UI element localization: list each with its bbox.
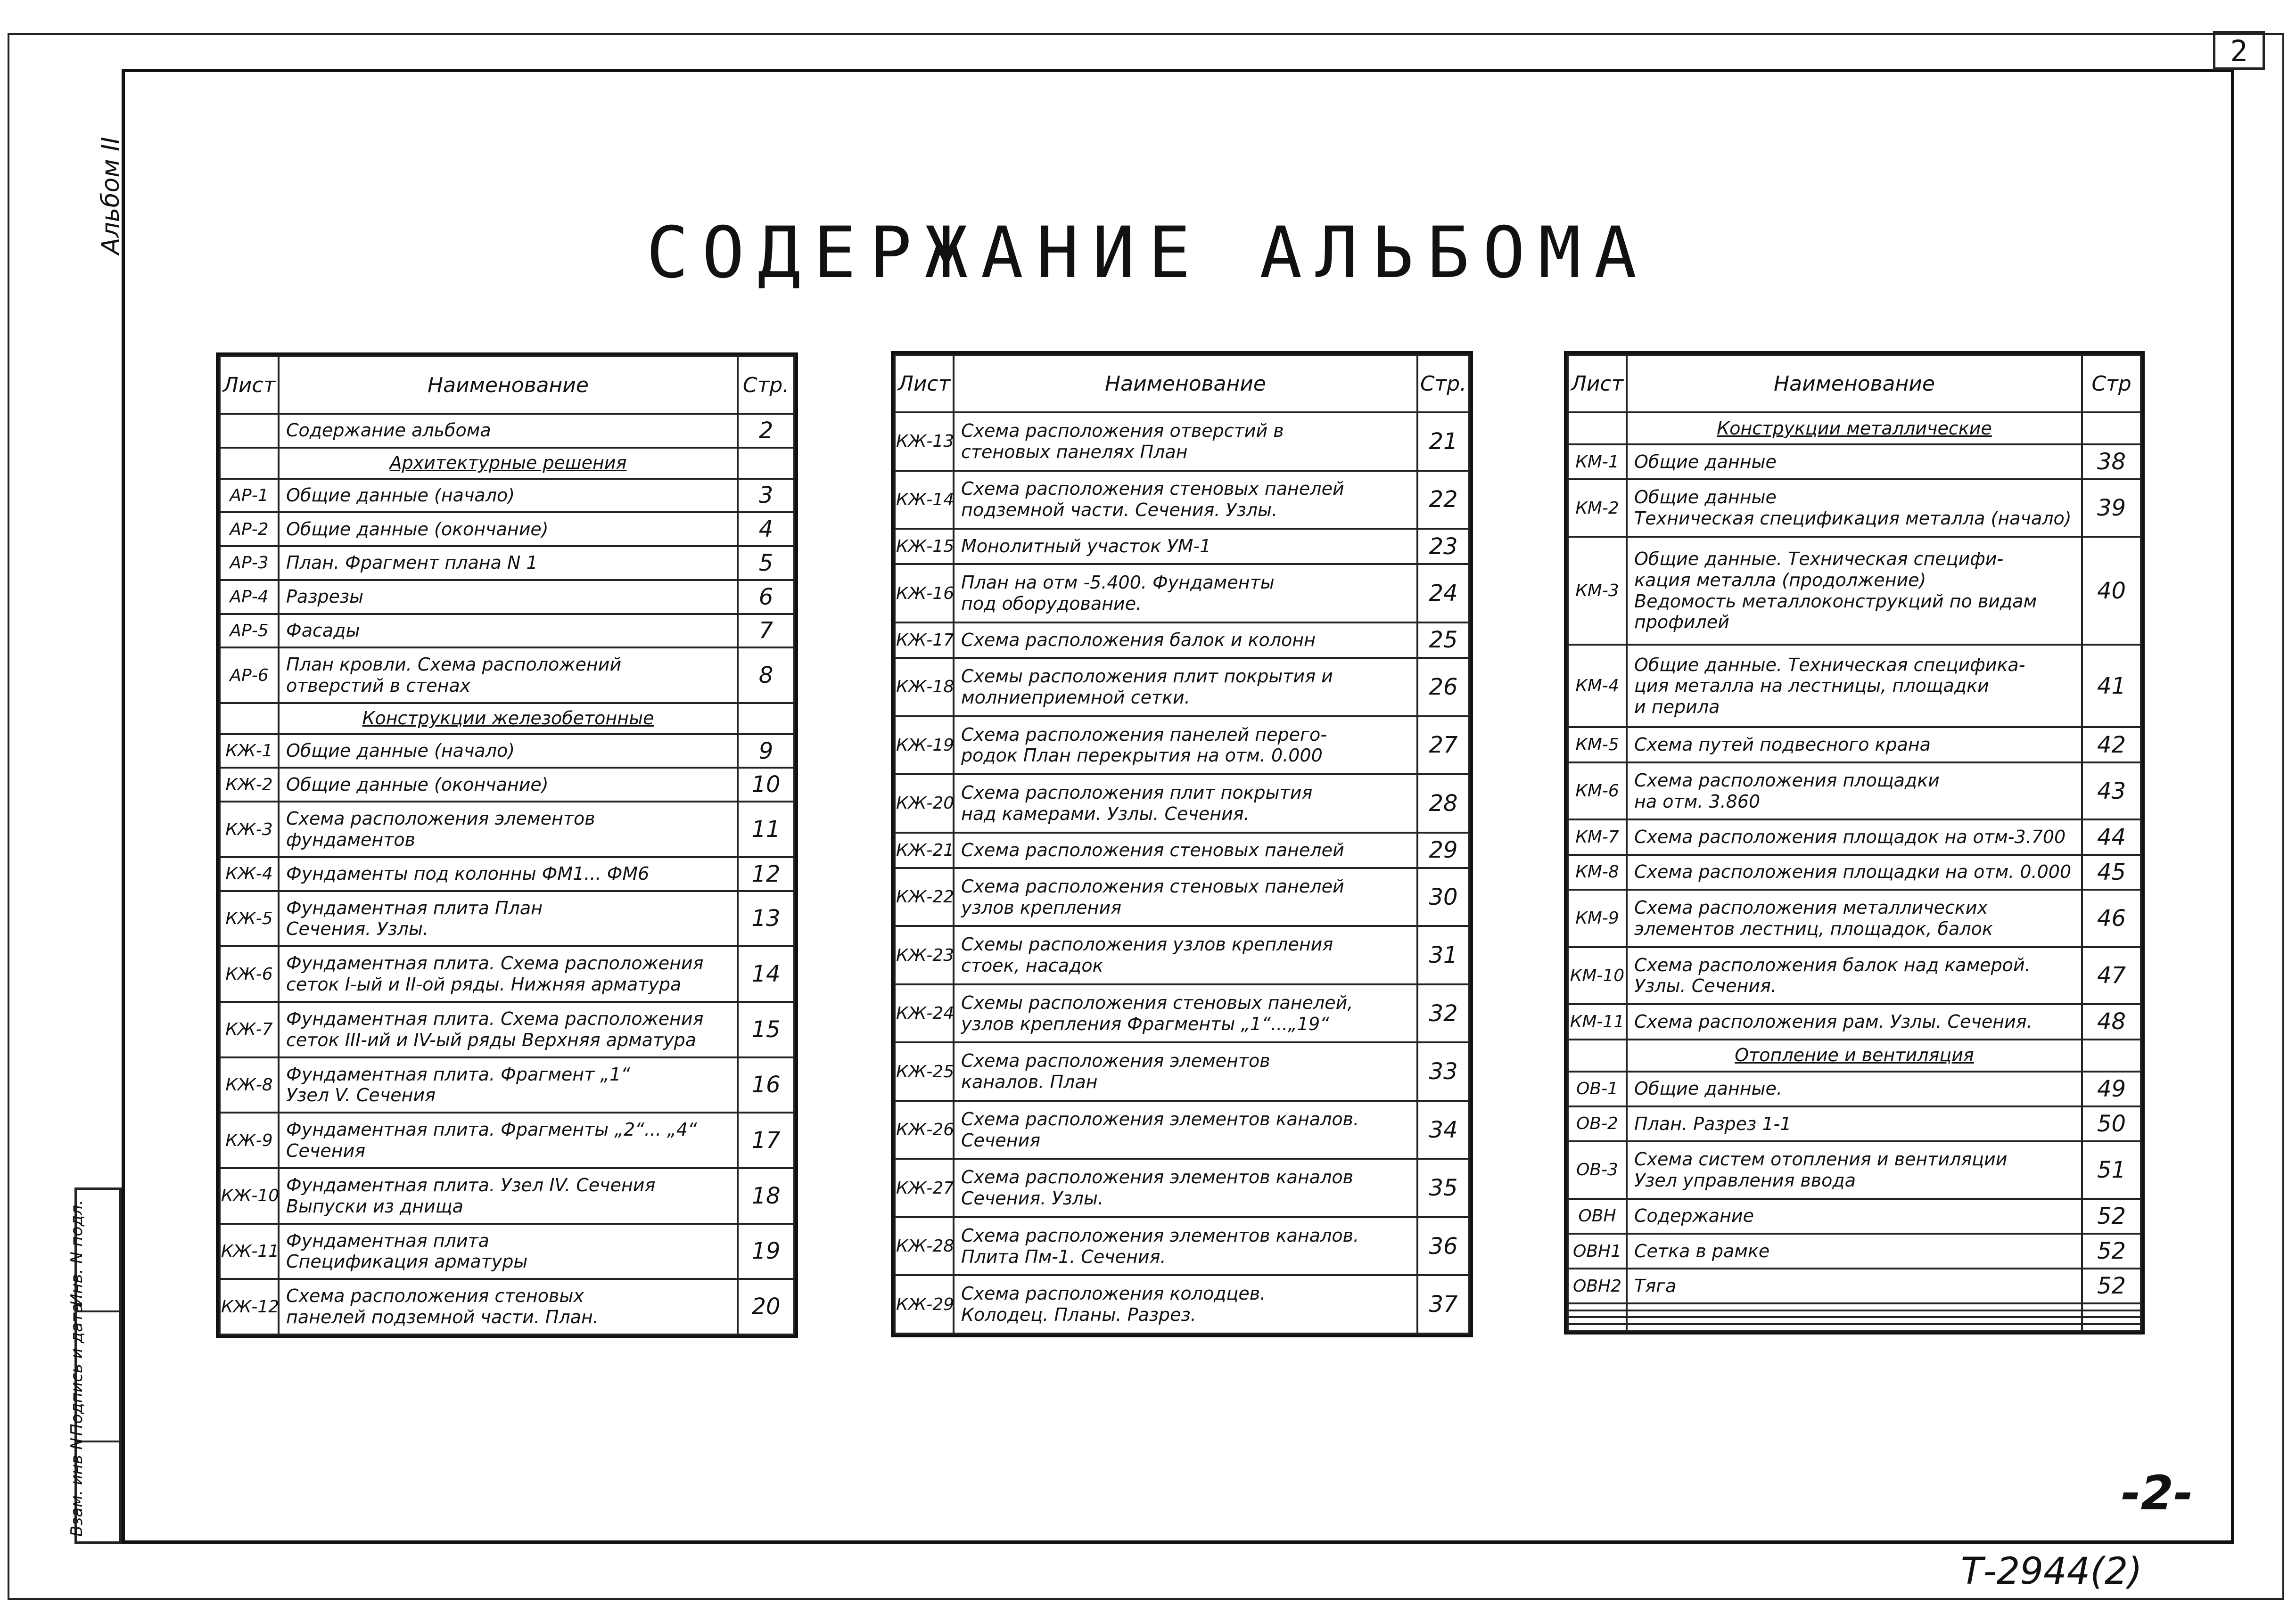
page-number: 5 [738, 546, 794, 580]
page-number: 18 [738, 1168, 794, 1224]
table-row [895, 833, 1469, 868]
item-name: План на отм -5.400. Фундаменты под оборудование. [954, 564, 1417, 622]
item-name: Схема расположения элементов каналов Сечения. Узлы. [954, 1159, 1417, 1217]
sheet-code: КЖ-13 [895, 412, 954, 471]
page-number: 38 [2082, 444, 2141, 479]
table-row [220, 857, 794, 891]
item-name: Фундаментная плита. Фрагмент „1“ Узел V. Сечения [279, 1057, 738, 1113]
table-row [220, 1224, 794, 1279]
page-number: 46 [2082, 890, 2141, 947]
item-name: Схема расположения балок над камерой. Узлы. Сечения. [1627, 947, 2082, 1005]
item-name: Схема расположения стеновых панелей подземной части. Сечения. Узлы. [954, 471, 1417, 529]
sheet-code [1568, 1303, 1627, 1310]
sheet-code: КЖ-27 [895, 1159, 954, 1217]
page-number [2082, 412, 2141, 444]
item-name: Схемы расположения плит покрытия и молниеприемной сетки. [954, 658, 1417, 716]
sheet-code: КЖ-28 [895, 1217, 954, 1276]
toc-table-right [1564, 351, 2145, 1335]
item-name: План кровли. Схема расположений отверстий в стенах [279, 647, 738, 703]
table-row [1568, 855, 2141, 890]
item-name: Фундаментная плита План Сечения. Узлы. [279, 891, 738, 947]
sheet-code: КМ-11 [1568, 1004, 1627, 1039]
page-number: 47 [2082, 947, 2141, 1005]
page-number: 50 [2082, 1106, 2141, 1141]
item-name: Схема расположения рам. Узлы. Сечения. [1627, 1004, 2082, 1039]
sheet-code [1568, 1324, 1627, 1331]
sheet-code [1568, 412, 1627, 444]
item-name: Схема расположения панелей перего- родок План перекрытия на отм. 0.000 [954, 716, 1417, 775]
table-row [220, 1113, 794, 1168]
sheet-code: КЖ-5 [220, 891, 279, 947]
table-row [1568, 1324, 2141, 1331]
item-name: Схема расположения площадки на отм. 3.860 [1627, 762, 2082, 820]
sheet-code [1568, 1317, 1627, 1324]
sheet-code: ОВН2 [1568, 1269, 1627, 1303]
page-number [2082, 1317, 2141, 1324]
item-name: Общие данные. Техническая специфи- кация металла (продолжение) Ведомость металлоконструкций по видам профилей [1627, 537, 2082, 645]
sheet-code: ОВН1 [1568, 1234, 1627, 1269]
sheet-code: КМ-5 [1568, 727, 1627, 762]
page-number: 39 [2082, 479, 2141, 537]
page-number: 51 [2082, 1141, 2141, 1199]
table-row [1568, 727, 2141, 762]
sheet-code: КЖ-21 [895, 833, 954, 868]
col-header-name: Наименование [279, 356, 738, 414]
item-name: Схема расположения плит покрытия над камерами. Узлы. Сечения. [954, 774, 1417, 833]
table-row [1568, 1199, 2141, 1234]
table-row [220, 768, 794, 802]
table-row [895, 716, 1469, 775]
item-name: Фасады [279, 614, 738, 648]
col-header-sheet: Лист [1568, 355, 1627, 412]
table-row [895, 471, 1469, 529]
table-row [895, 564, 1469, 622]
item-name: Содержание [1627, 1199, 2082, 1234]
page-number: 19 [738, 1224, 794, 1279]
table-row [895, 774, 1469, 833]
table-row [1568, 819, 2141, 854]
sheet-code: АР-3 [220, 546, 279, 580]
sheet-code: КЖ-3 [220, 802, 279, 857]
table-row [220, 802, 794, 857]
item-name: Общие данные Техническая спецификация металла (начало) [1627, 479, 2082, 537]
sheet-code: КЖ-26 [895, 1101, 954, 1159]
item-name: Схема систем отопления и вентиляции Узел управления ввода [1627, 1141, 2082, 1199]
stamp-cell-sign [67, 1303, 119, 1441]
item-name: Схема расположения площадки на отм. 0.000 [1627, 855, 2082, 890]
item-name: Схемы расположения узлов крепления стоек, насадок [954, 926, 1417, 984]
page-number: 30 [1417, 868, 1469, 926]
table-row [220, 1168, 794, 1224]
table-row [1568, 1310, 2141, 1317]
item-name: План. Разрез 1-1 [1627, 1106, 2082, 1141]
sheet-code: КМ-1 [1568, 444, 1627, 479]
sheet-code: КЖ-10 [220, 1168, 279, 1224]
sheet-code: КЖ-2 [220, 768, 279, 802]
page-number: 52 [2082, 1269, 2141, 1303]
page-number: 40 [2082, 537, 2141, 645]
toc-table-left [216, 352, 798, 1338]
item-name: Схемы расположения стеновых панелей, узлов крепления Фрагменты „1“...„19“ [954, 984, 1417, 1043]
table-row [1568, 1141, 2141, 1199]
page-number: 29 [1417, 833, 1469, 868]
page-number: 12 [738, 857, 794, 891]
table-row [220, 891, 794, 947]
page-number [2082, 1324, 2141, 1331]
sheet-code: КЖ-11 [220, 1224, 279, 1279]
sheet-number: 2 [2213, 31, 2265, 70]
page-number: 2 [738, 414, 794, 448]
page-title: СОДЕРЖАНИЕ АЛЬБОМА [646, 212, 1650, 294]
stamp-label: Взам. инв N [67, 1437, 86, 1537]
table-row [895, 984, 1469, 1043]
page-number: 22 [1417, 471, 1469, 529]
table-row [220, 946, 794, 1002]
sheet-code: КМ-9 [1568, 890, 1627, 947]
col-header-name: Наименование [1627, 355, 2082, 412]
page-number: 44 [2082, 819, 2141, 854]
sheet-code: КМ-4 [1568, 645, 1627, 727]
table-row [1568, 412, 2141, 444]
page-number: 28 [1417, 774, 1469, 833]
item-name [1627, 1324, 2082, 1331]
item-name: Схема расположения колодцев. Колодец. Планы. Разрез. [954, 1275, 1417, 1334]
page-number: 37 [1417, 1275, 1469, 1334]
table-row [220, 512, 794, 546]
sheet-code: КМ-8 [1568, 855, 1627, 890]
item-name: Общие данные. [1627, 1072, 2082, 1106]
item-name: Общие данные (окончание) [279, 512, 738, 546]
stamp-cell-replace [67, 1437, 119, 1541]
document-code: Т-2944(2) [1961, 1550, 2142, 1593]
page-number: 42 [2082, 727, 2141, 762]
sheet-code [220, 703, 279, 734]
page-number [2082, 1303, 2141, 1310]
sheet-code: КЖ-1 [220, 734, 279, 768]
table-row [220, 546, 794, 580]
page-number: 20 [738, 1279, 794, 1335]
page-number: 36 [1417, 1217, 1469, 1276]
table-row [220, 1279, 794, 1335]
table-row [1568, 1040, 2141, 1072]
table-row [220, 448, 794, 479]
item-name: Монолитный участок УМ-1 [954, 529, 1417, 564]
stamp-label: Инв. N подл. [67, 1200, 86, 1306]
page-number: 43 [2082, 762, 2141, 820]
sheet-code: КЖ-7 [220, 1002, 279, 1057]
item-name: Общие данные (начало) [279, 479, 738, 513]
sheet-code: КЖ-8 [220, 1057, 279, 1113]
page-number: 24 [1417, 564, 1469, 622]
sheet-code: КЖ-12 [220, 1279, 279, 1335]
sheet-code [220, 414, 279, 448]
table-row [1568, 537, 2141, 645]
table-row [220, 1002, 794, 1057]
page-number: 33 [1417, 1042, 1469, 1101]
page-number: 23 [1417, 529, 1469, 564]
col-header-name: Наименование [954, 355, 1417, 412]
table-row [895, 529, 1469, 564]
page-number [2082, 1040, 2141, 1072]
sheet-code: КЖ-18 [895, 658, 954, 716]
table-row [895, 412, 1469, 471]
page-number: 13 [738, 891, 794, 947]
page-mark: -2- [2121, 1466, 2193, 1521]
table-row [1568, 947, 2141, 1005]
item-name [1627, 1317, 2082, 1324]
item-name: Схема расположения балок и колонн [954, 622, 1417, 658]
sheet-code: КМ-10 [1568, 947, 1627, 1005]
sheet-code [1568, 1040, 1627, 1072]
page-number: 6 [738, 580, 794, 614]
table-row [895, 1101, 1469, 1159]
item-name: Общие данные (начало) [279, 734, 738, 768]
item-name: Схема расположения стеновых панелей подземной части. План. [279, 1279, 738, 1335]
table-row [1568, 479, 2141, 537]
item-name: Схема расположения металлических элементов лестниц, площадок, балок [1627, 890, 2082, 947]
sheet-code: КЖ-25 [895, 1042, 954, 1101]
table-row [1568, 1106, 2141, 1141]
item-name: Схема расположения отверстий в стеновых панелях План [954, 412, 1417, 471]
sheet-code: ОВ-2 [1568, 1106, 1627, 1141]
sheet-code: КМ-6 [1568, 762, 1627, 820]
stamp-cell-inv [67, 1190, 119, 1310]
sheet-code: АР-1 [220, 479, 279, 513]
page-number: 11 [738, 802, 794, 857]
table-row [1568, 890, 2141, 947]
album-label: Альбом II [97, 137, 125, 254]
sheet-code: КЖ-16 [895, 564, 954, 622]
item-name: Конструкции железобетонные [279, 703, 738, 734]
item-name: Фундаментная плита. Схема расположения сеток I-ый и II-ой ряды. Нижняя арматура [279, 946, 738, 1002]
sheet-code: КЖ-19 [895, 716, 954, 775]
table-row [220, 703, 794, 734]
sheet-code: АР-4 [220, 580, 279, 614]
table-row [895, 926, 1469, 984]
sheet-code: КЖ-9 [220, 1113, 279, 1168]
page-number: 45 [2082, 855, 2141, 890]
stamp-label: Подпись и дата [67, 1303, 86, 1436]
sheet-code: АР-5 [220, 614, 279, 648]
table-row [895, 658, 1469, 716]
table-row [220, 734, 794, 768]
page-number: 32 [1417, 984, 1469, 1043]
table-row [895, 1275, 1469, 1334]
toc-table-middle [891, 351, 1473, 1337]
item-name: Отопление и вентиляция [1627, 1040, 2082, 1072]
item-name: Фундаментная плита Спецификация арматуры [279, 1224, 738, 1279]
page-number: 26 [1417, 658, 1469, 716]
item-name: Схема расположения элементов каналов. Плита Пм-1. Сечения. [954, 1217, 1417, 1276]
table-row [220, 414, 794, 448]
item-name: Фундаментная плита. Узел IV. Сечения Выпуски из днища [279, 1168, 738, 1224]
sheet-code: АР-2 [220, 512, 279, 546]
page-number: 25 [1417, 622, 1469, 658]
page-number: 10 [738, 768, 794, 802]
page-number: 52 [2082, 1234, 2141, 1269]
sheet-code: КЖ-20 [895, 774, 954, 833]
item-name: Схема расположения элементов каналов. План [954, 1042, 1417, 1101]
page-number: 4 [738, 512, 794, 546]
sheet-code: КЖ-15 [895, 529, 954, 564]
page-number: 9 [738, 734, 794, 768]
table-row [1568, 762, 2141, 820]
item-name [1627, 1303, 2082, 1310]
table-row [1568, 1303, 2141, 1310]
page-number: 7 [738, 614, 794, 648]
page-number: 16 [738, 1057, 794, 1113]
table-row [220, 580, 794, 614]
page-number [2082, 1310, 2141, 1317]
table-row [895, 1217, 1469, 1276]
table-row [220, 1057, 794, 1113]
item-name: Общие данные. Техническая специфика- ция металла на лестницы, площадки и перила [1627, 645, 2082, 727]
item-name: Схема расположения элементов каналов. Сечения [954, 1101, 1417, 1159]
table-row [220, 647, 794, 703]
sheet-code: ОВ-1 [1568, 1072, 1627, 1106]
item-name: Сетка в рамке [1627, 1234, 2082, 1269]
sheet-code: КМ-7 [1568, 819, 1627, 854]
page-number: 21 [1417, 412, 1469, 471]
page-number: 35 [1417, 1159, 1469, 1217]
item-name [1627, 1310, 2082, 1317]
page-number [738, 448, 794, 479]
page-number: 14 [738, 946, 794, 1002]
table-row [1568, 444, 2141, 479]
sheet-code [1568, 1310, 1627, 1317]
sheet-code: КЖ-6 [220, 946, 279, 1002]
sheet-code: КМ-3 [1568, 537, 1627, 645]
sheet-code: КМ-2 [1568, 479, 1627, 537]
sheet-code: КЖ-4 [220, 857, 279, 891]
page-number: 49 [2082, 1072, 2141, 1106]
sheet-code: КЖ-29 [895, 1275, 954, 1334]
table-row [1568, 1004, 2141, 1039]
item-name: План. Фрагмент плана N 1 [279, 546, 738, 580]
sheet-code: ОВ-3 [1568, 1141, 1627, 1199]
col-header-sheet: Лист [895, 355, 954, 412]
page-number: 31 [1417, 926, 1469, 984]
item-name: Схема путей подвесного крана [1627, 727, 2082, 762]
item-name: Схема расположения площадок на отм-3.700 [1627, 819, 2082, 854]
page-number: 8 [738, 647, 794, 703]
item-name: Схема расположения стеновых панелей [954, 833, 1417, 868]
table-row [220, 614, 794, 648]
item-name: Общие данные [1627, 444, 2082, 479]
sheet-code: КЖ-14 [895, 471, 954, 529]
item-name: Конструкции металлические [1627, 412, 2082, 444]
item-name: Схема расположения стеновых панелей узлов крепления [954, 868, 1417, 926]
sheet-code: АР-6 [220, 647, 279, 703]
page-number [738, 703, 794, 734]
table-row [1568, 1234, 2141, 1269]
item-name: Фундаменты под колонны ФМ1... ФМ6 [279, 857, 738, 891]
col-header-page: Стр [2082, 355, 2141, 412]
page-number: 3 [738, 479, 794, 513]
table-row [1568, 1269, 2141, 1303]
sheet-code [220, 448, 279, 479]
col-header-page: Стр. [738, 356, 794, 414]
page-number: 48 [2082, 1004, 2141, 1039]
item-name: Фундаментная плита. Схема расположения сеток III-ий и IV-ый ряды Верхняя арматура [279, 1002, 738, 1057]
item-name: Фундаментная плита. Фрагменты „2“... „4“ Сечения [279, 1113, 738, 1168]
sheet-code: КЖ-17 [895, 622, 954, 658]
item-name: Содержание альбома [279, 414, 738, 448]
sheet-code: КЖ-23 [895, 926, 954, 984]
table-row [1568, 1317, 2141, 1324]
stamp-strip [67, 1187, 122, 1544]
sheet-code: КЖ-24 [895, 984, 954, 1043]
page-number: 27 [1417, 716, 1469, 775]
col-header-sheet: Лист [220, 356, 279, 414]
page-number: 52 [2082, 1199, 2141, 1234]
item-name: Тяга [1627, 1269, 2082, 1303]
table-row [895, 622, 1469, 658]
table-row [1568, 645, 2141, 727]
table-row [1568, 1072, 2141, 1106]
sheet-code: КЖ-22 [895, 868, 954, 926]
item-name: Архитектурные решения [279, 448, 738, 479]
table-row [895, 1042, 1469, 1101]
table-row [220, 479, 794, 513]
item-name: Схема расположения элементов фундаментов [279, 802, 738, 857]
table-row [895, 1159, 1469, 1217]
item-name: Разрезы [279, 580, 738, 614]
col-header-page: Стр. [1417, 355, 1469, 412]
table-row [895, 868, 1469, 926]
item-name: Общие данные (окончание) [279, 768, 738, 802]
page-number: 15 [738, 1002, 794, 1057]
page-number: 41 [2082, 645, 2141, 727]
sheet-code: ОВН [1568, 1199, 1627, 1234]
page-number: 34 [1417, 1101, 1469, 1159]
page-number: 17 [738, 1113, 794, 1168]
